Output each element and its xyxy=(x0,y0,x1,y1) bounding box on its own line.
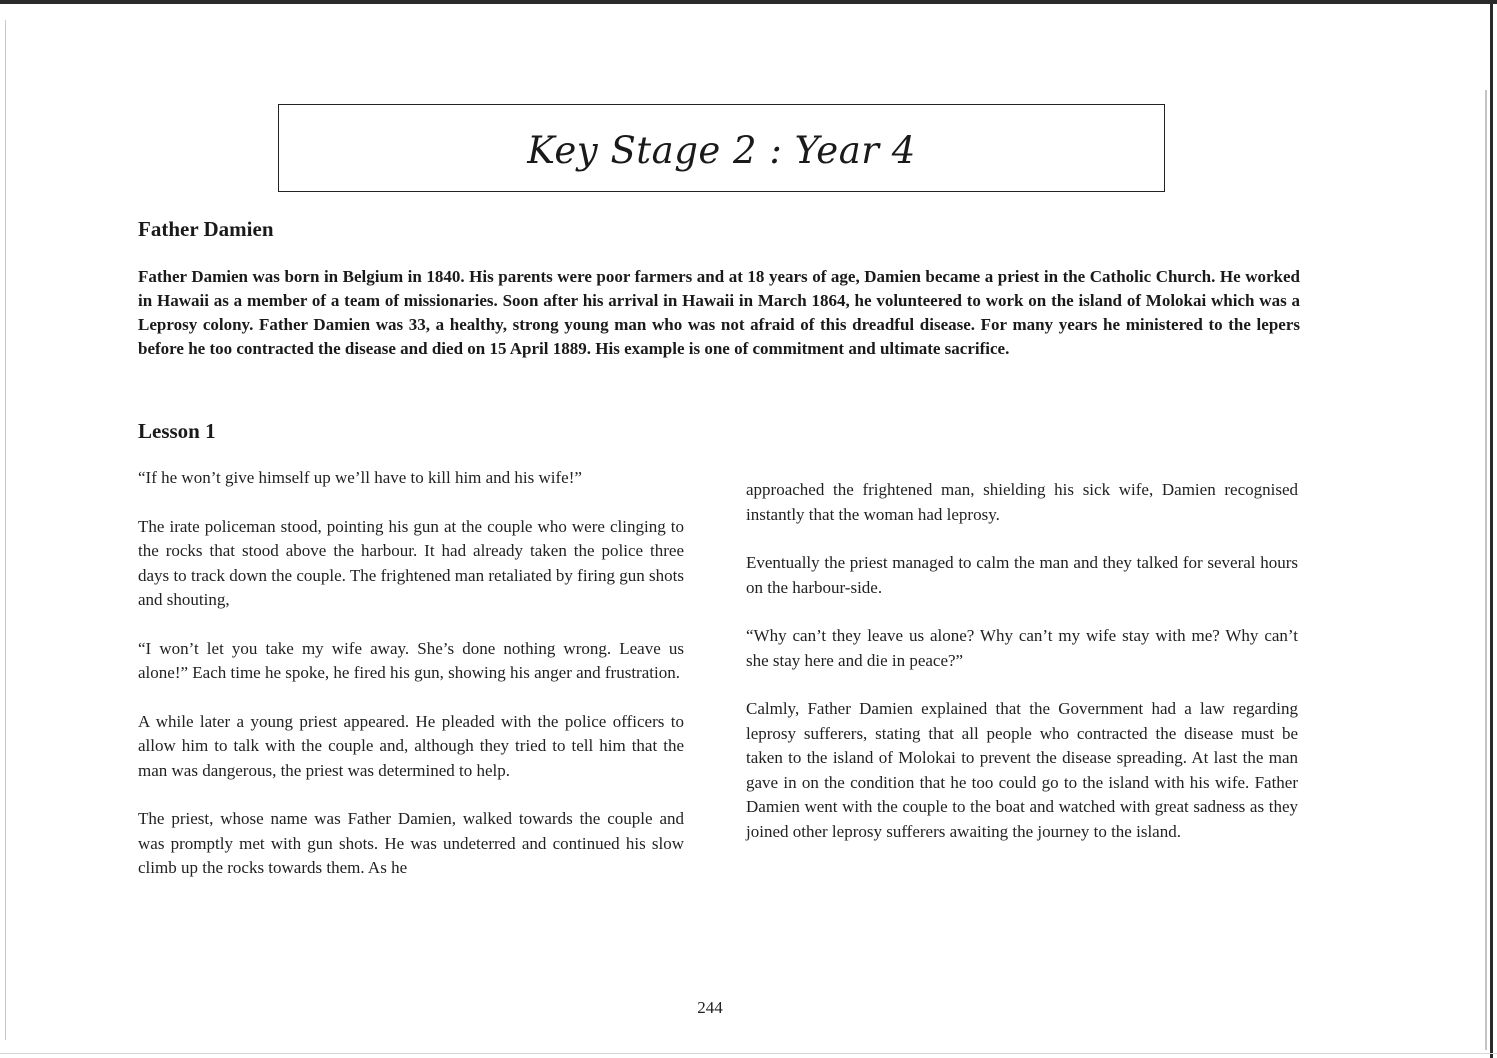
story-paragraph: “If he won’t give himself up we’ll have to kill him and his wife!” xyxy=(138,468,582,487)
intro-paragraph: Father Damien was born in Belgium in 1840. His parents were poor farmers and at 18 years of age, Damien became a priest in the Catholic Church. He worked in Hawaii as a member of a team of missionaries. Soon after his arrival in Hawaii in March 1864, he volunteered to work on the island of Molokai which was a Leprosy colony. Father Damien was 33, a healthy, strong young man who was not afraid of this dreadful disease. For many years he ministered to the lepers before he too contracted the disease and died on 15 April 1889. His example is one of commitment and ultimate sacrifice. xyxy=(138,267,1300,358)
scan-shadow-right xyxy=(1485,90,1487,1050)
scan-edge-left xyxy=(5,20,6,1040)
story-paragraph: “Why can’t they leave us alone? Why can’t my wife stay with me? Why can’t she stay here and die in peace?” xyxy=(746,626,1298,670)
story-paragraph: approached the frightened man, shielding his sick wife, Damien recognised instantly that the woman had leprosy. xyxy=(746,480,1298,524)
story-paragraph: Calmly, Father Damien explained that the Government had a law regarding leprosy sufferers, stating that all people who contracted the disease must be taken to the island of Molokai to prevent the disease spreading. At last the man gave in on the condition that he too could go to the island with his wife. Father Damien went with the couple to the boat and watched with great sadness as they joined other leprosy sufferers awaiting the journey to the island. xyxy=(746,699,1298,841)
page-number: 244 xyxy=(697,998,723,1017)
story-paragraph: The irate policeman stood, pointing his gun at the couple who were clinging to the rocks that stood above the harbour. It had already taken the police three days to track down the couple. The frightened man retaliated by firing gun shots and shouting, xyxy=(138,516,684,609)
story-paragraph: Eventually the priest managed to calm the man and they talked for several hours on the harbour-side. xyxy=(746,553,1298,597)
scan-edge-top xyxy=(0,0,1497,4)
scan-edge-right xyxy=(1490,0,1493,1058)
story-column-right xyxy=(746,478,1298,868)
story-paragraph: A while later a young priest appeared. He pleaded with the police officers to allow him to talk with the couple and, although they tried to tell him that the man was dangerous, the priest was determined to help. xyxy=(138,711,684,780)
lesson-heading: Lesson 1 xyxy=(138,419,216,443)
scan-edge-bottom xyxy=(0,1053,1497,1054)
story-paragraph: The priest, whose name was Father Damien, walked towards the couple and was promptly met with gun shots. He was undeterred and continued his slow climb up the rocks towards them. As he xyxy=(138,809,684,877)
page-title: Key Stage 2 : Year 4 xyxy=(527,129,916,172)
story-paragraph: “I won’t let you take my wife away. She’s done nothing wrong. Leave us alone!” Each time he spoke, he fired his gun, showing his anger and frustration. xyxy=(138,638,684,682)
story-column-left xyxy=(138,466,684,905)
title-box xyxy=(278,104,1165,192)
section-heading: Father Damien xyxy=(138,217,274,241)
